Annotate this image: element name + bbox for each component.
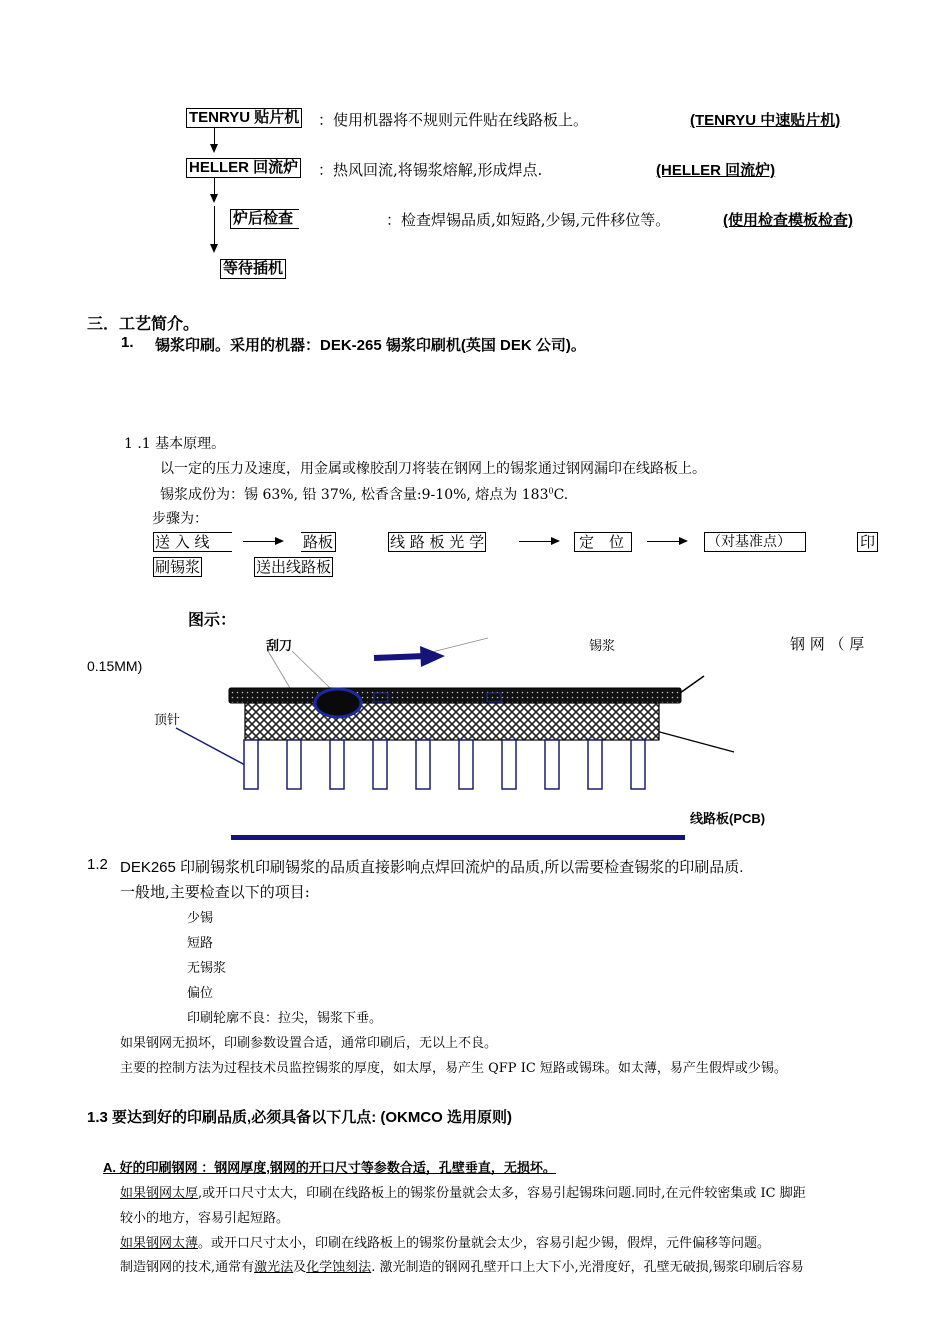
check-item: 无锡浆: [187, 961, 227, 976]
direction-arrow-icon: [374, 646, 445, 667]
paragraph: 如果钢网太厚,或开口尺寸太大，印刷在线路板上的锡浆份量就会太多，容易引起锡珠问题.同时,在元件较密集或 IC 脚距: [120, 1186, 806, 1201]
paragraph: 以一定的压力及速度，用金属或橡胶刮刀将装在钢网上的锡浆通过钢网漏印在线路板上。: [160, 461, 706, 477]
step-box: 送出线路板: [256, 558, 332, 576]
check-item: 偏位: [187, 986, 214, 1001]
paragraph: 如果钢网太薄。或开口尺寸太小，印刷在线路板上的锡浆份量就会太少，容易引起少锡，假焊，元件偏移等问题。: [120, 1236, 771, 1251]
subsection-heading: 1 .1 基本原理。: [124, 436, 226, 452]
flow-box-tenryu: TENRYU 贴片机: [186, 108, 302, 128]
subsection-heading: 1.3 要达到好的印刷品质,必须具备以下几点: (OKMCO 选用原则): [87, 1109, 513, 1126]
paragraph: 较小的地方，容易引起短路。: [120, 1211, 290, 1226]
diagram-title: 图示：: [188, 612, 237, 629]
label-stencil-thickness: 0.15MM): [87, 658, 143, 674]
point-a-title: A. 好的印刷钢网 ：钢网厚度,钢网的开口尺寸等参数合适，孔壁垂直，无损坏。: [103, 1160, 556, 1175]
base-line: [231, 835, 685, 840]
steps-label: 步骤为：: [152, 511, 208, 527]
label-pin: 顶针: [154, 713, 181, 728]
check-item: 印刷轮廓不良：拉尖，锡浆下垂。: [187, 1011, 383, 1026]
solder-paste-blob: [315, 689, 361, 717]
step-box: 线 路 板 光 学: [390, 533, 485, 551]
paragraph: 一般地,主要检查以下的项目:: [120, 883, 310, 901]
flow-desc-3: ：检查焊锡品质,如短路,少锡,元件移位等。: [386, 211, 671, 229]
flow-note-1: (TENRYU 中速贴片机): [690, 112, 841, 129]
label-stencil: 钢 网 （ 厚: [790, 635, 865, 653]
support-pins: [244, 740, 645, 789]
flow-note-3: (使用检查模板检查): [723, 212, 853, 229]
pcb-board: [245, 703, 659, 740]
stencil-plate: [229, 688, 681, 703]
paragraph: DEK265 印刷锡浆机印刷锡浆的品质直接影响点焊回流炉的品质,所以需要检查锡浆的印刷品质.: [120, 859, 744, 876]
flow-desc-1: ：使用机器将不规则元件贴在线路板上。: [318, 111, 589, 129]
check-item: 短路: [187, 936, 214, 951]
item-number: 1.: [121, 334, 134, 351]
flow-note-2: (HELLER 回流炉): [656, 162, 776, 179]
paragraph: 制造钢网的技术,通常有激光法及化学蚀刻法. 激光制造的钢网孔壁开口上大下小,光滑度好，孔壁无破损,锡浆印刷后容易: [120, 1260, 804, 1275]
check-item: 少锡: [187, 911, 214, 926]
step-box: 路板: [301, 532, 336, 552]
flow-desc-2: ：热风回流,将锡浆熔解,形成焊点.: [318, 161, 543, 179]
step-box: （对基准点）: [704, 532, 806, 552]
paste-composition: 锡浆成份为：锡 63%, 铅 37%, 松香含量:9-10%, 熔点为 $183^0C$.: [160, 486, 569, 503]
step-box: 定 位: [574, 532, 632, 552]
section-heading: 三．工艺简介。: [87, 316, 200, 333]
label-paste: 锡浆: [589, 639, 616, 654]
flow-box-wait: 等待插机: [220, 259, 286, 279]
label-pcb: 线路板(PCB): [690, 811, 766, 826]
step-box: 印: [857, 532, 878, 552]
item-title: 锡浆印刷。采用的机器：DEK-265 锡浆印刷机(英国 DEK 公司)。: [155, 337, 586, 354]
paragraph: 如果钢网无损坏，印刷参数设置合适，通常印刷后，无以上不良。: [120, 1036, 498, 1051]
subsection-number: 1.2: [87, 856, 108, 873]
flow-box-inspection: 炉后检查: [230, 209, 299, 229]
flow-box-heller: HELLER 回流炉: [186, 158, 301, 178]
paragraph: 主要的控制方法为过程技术员监控锡浆的厚度，如太厚，易产生 QFP IC 短路或锡珠。如太薄，易产生假焊或少锡。: [120, 1061, 787, 1076]
step-box: 刷锡浆: [155, 558, 201, 576]
step-box: 送 入 线: [153, 532, 232, 552]
label-squeegee: 刮刀: [266, 638, 293, 653]
